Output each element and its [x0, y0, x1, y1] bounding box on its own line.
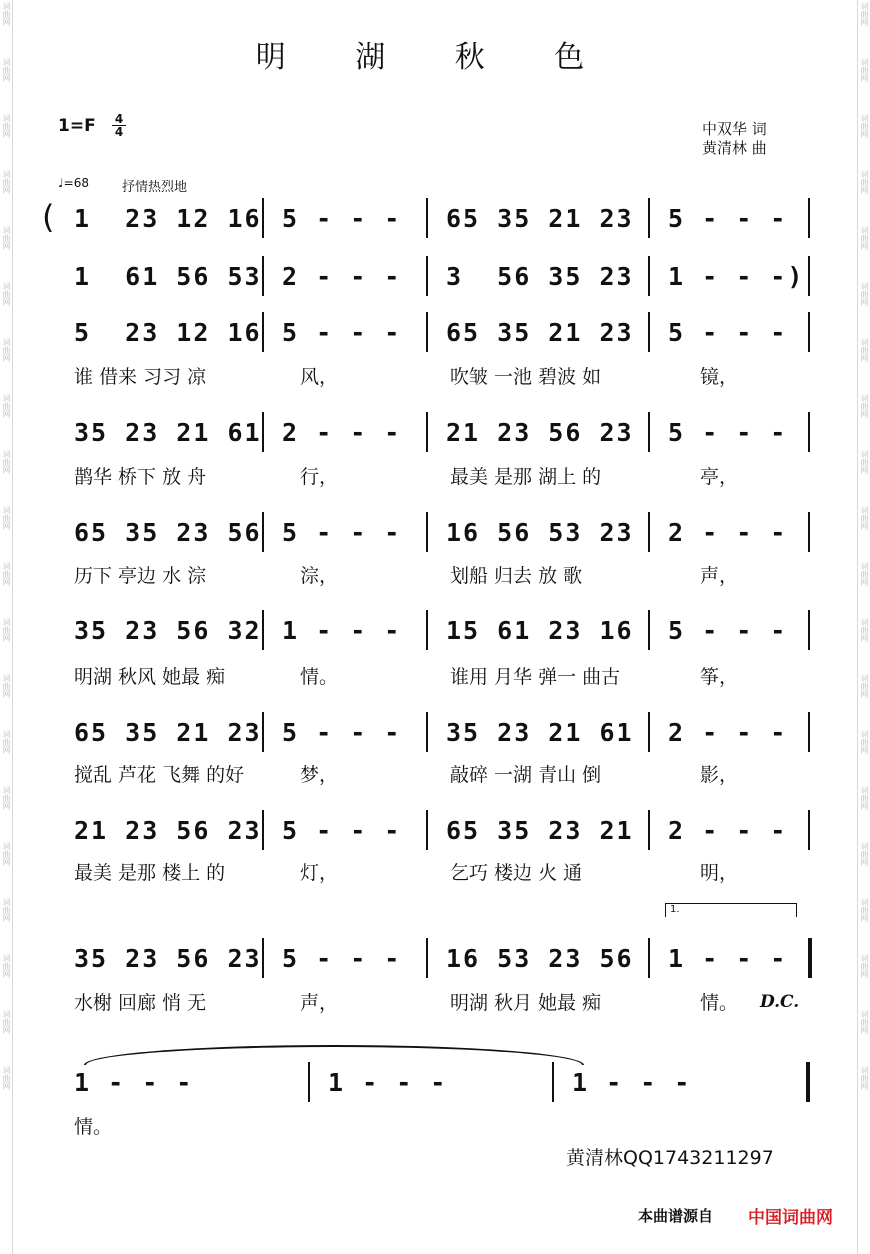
- lyric-line: [0, 561, 870, 587]
- watermark-text: 词曲网: [860, 338, 869, 362]
- score-row: [0, 938, 870, 978]
- lyric-phrase: 梦，: [300, 764, 339, 786]
- watermark-text: 词曲网: [860, 394, 869, 418]
- bar-line: [808, 312, 810, 352]
- watermark-text: 词曲网: [860, 898, 869, 922]
- watermark-text: 词曲网: [860, 562, 869, 586]
- score-row: [0, 512, 870, 552]
- watermark-text: 词曲网: [860, 2, 869, 26]
- lyric-phrase: 乞巧 楼边 火 通: [450, 862, 583, 884]
- bar-line: [426, 312, 428, 352]
- watermark-text: 词曲网: [2, 954, 11, 978]
- lyric-phrase: 筝，: [700, 666, 739, 688]
- bar-line: [426, 810, 428, 850]
- watermark-text: 词曲网: [860, 58, 869, 82]
- intro-open-paren: (: [42, 198, 55, 236]
- watermark-text: 词曲网: [2, 338, 11, 362]
- watermark-text: 词曲网: [860, 1066, 869, 1090]
- bar-line: [426, 712, 428, 752]
- lyric-line: [0, 858, 870, 884]
- lyric-line: [0, 462, 870, 488]
- source-label: 本曲谱源自: [638, 1207, 714, 1225]
- lyric-phrase: 情。: [74, 1116, 113, 1138]
- measure: 65 35 23 56: [74, 517, 262, 547]
- measure: 5 23 12 16: [74, 317, 262, 347]
- bar-line: [308, 1062, 310, 1102]
- lyric-phrase: 镜，: [700, 366, 739, 388]
- time-signature-bottom: 4: [114, 125, 124, 139]
- bar-line: [426, 256, 428, 296]
- bar-line: [262, 412, 264, 452]
- watermark-text: 词曲网: [860, 842, 869, 866]
- time-signature: [112, 113, 126, 138]
- measure: 65 35 21 23: [446, 317, 634, 347]
- bar-line: [262, 198, 264, 238]
- watermark-text: 词曲网: [860, 450, 869, 474]
- bar-line: [808, 712, 810, 752]
- measure: 5 - - -: [668, 615, 788, 645]
- lyric-line: [0, 988, 870, 1014]
- measure: 35 23 56 23: [74, 943, 262, 973]
- measure: 5 - - -: [668, 317, 788, 347]
- watermark-text: 词曲网: [860, 1010, 869, 1034]
- measure: 21 23 56 23: [74, 815, 262, 845]
- measure: 1 - - -): [668, 261, 805, 291]
- lyric-line: [0, 760, 870, 786]
- measure: 1 61 56 53: [74, 261, 262, 291]
- watermark-text: 词曲网: [2, 786, 11, 810]
- lyricist-credit: 中双华 词: [702, 120, 767, 138]
- bar-line: [806, 1062, 810, 1102]
- bar-line: [426, 610, 428, 650]
- watermark-text: 词曲网: [2, 450, 11, 474]
- expression-mark: 抒情热烈地: [122, 180, 188, 195]
- watermark-text: 词曲网: [860, 114, 869, 138]
- lyric-phrase: 吹皱 一池 碧波 如: [450, 366, 602, 388]
- measure: 3 56 35 23: [446, 261, 634, 291]
- lyric-phrase: 情。: [700, 992, 739, 1014]
- measure: 2 - - -: [282, 261, 402, 291]
- bar-line: [262, 256, 264, 296]
- score-row: [0, 412, 870, 452]
- watermark-text: 词曲网: [2, 114, 11, 138]
- measure: 5 - - -: [282, 317, 402, 347]
- watermark-text: 词曲网: [2, 170, 11, 194]
- composer-credit: 黄清林 曲: [702, 139, 767, 157]
- bar-line: [808, 412, 810, 452]
- measure: 5 - - -: [668, 203, 788, 233]
- lyric-phrase: 影，: [700, 764, 739, 786]
- lyric-phrase: 搅乱 芦花 飞舞 的好: [74, 764, 245, 786]
- source-site-link[interactable]: 中国词曲网: [748, 1208, 833, 1228]
- bar-line: [808, 810, 810, 850]
- bar-line: [262, 712, 264, 752]
- watermark-text: 词曲网: [2, 562, 11, 586]
- measure: 35 23 21 61: [74, 417, 262, 447]
- lyric-phrase: 明湖 秋月 她最 痴: [450, 992, 602, 1014]
- lyric-phrase: 情。: [300, 666, 339, 688]
- arranger-signature: 黄清林QQ1743211297: [566, 1147, 774, 1169]
- song-title: 明 湖 秋 色: [255, 40, 615, 75]
- lyric-phrase: 声，: [700, 565, 739, 587]
- lyric-line: [0, 662, 870, 688]
- watermark-text: 词曲网: [860, 226, 869, 250]
- lyric-phrase: 历下 亭边 水 淙: [74, 565, 207, 587]
- da-capo-mark: D.C.: [760, 992, 800, 1012]
- watermark-text: 词曲网: [860, 170, 869, 194]
- watermark-text: 词曲网: [2, 226, 11, 250]
- bar-line: [262, 512, 264, 552]
- watermark-text: 词曲网: [2, 2, 11, 26]
- first-ending-bracket: 1.: [665, 903, 797, 917]
- lyric-line: [0, 362, 870, 388]
- watermark-text: 词曲网: [860, 506, 869, 530]
- watermark-text: 词曲网: [2, 674, 11, 698]
- bar-line: [426, 198, 428, 238]
- watermark-text: 词曲网: [860, 954, 869, 978]
- lyric-phrase: 谁 借来 习习 凉: [74, 366, 207, 388]
- measure: 65 35 21 23: [74, 717, 262, 747]
- bar-line: [262, 938, 264, 978]
- measure: 1 - - -: [668, 943, 788, 973]
- bar-line: [648, 312, 650, 352]
- measure: 2 - - -: [282, 417, 402, 447]
- watermark-text: 词曲网: [2, 282, 11, 306]
- lyric-phrase: 最美 是那 湖上 的: [450, 466, 602, 488]
- bar-line: [808, 610, 810, 650]
- watermark-text: 词曲网: [860, 282, 869, 306]
- measure: 2 - - -: [668, 517, 788, 547]
- lyric-phrase: 行，: [300, 466, 339, 488]
- watermark-text: 词曲网: [2, 618, 11, 642]
- measure: 16 53 23 56: [446, 943, 634, 973]
- watermark-text: 词曲网: [2, 58, 11, 82]
- measure: 15 61 23 16: [446, 615, 634, 645]
- lyric-phrase: 划船 归去 放 歌: [450, 565, 583, 587]
- score-row: [0, 312, 870, 352]
- watermark-text: 词曲网: [860, 786, 869, 810]
- watermark-text: 词曲网: [860, 618, 869, 642]
- measure: 21 23 56 23: [446, 417, 634, 447]
- lyric-phrase: 水榭 回廊 悄 无: [74, 992, 207, 1014]
- score-row: [0, 198, 870, 238]
- watermark-text: 词曲网: [2, 1010, 11, 1034]
- measure: 65 35 23 21: [446, 815, 634, 845]
- measure: 1 - - -: [74, 1067, 194, 1097]
- tempo-mark: ♩=68: [58, 176, 89, 190]
- score-row: [0, 256, 870, 296]
- bar-line: [426, 512, 428, 552]
- measure: 16 56 53 23: [446, 517, 634, 547]
- measure: 1 - - -: [282, 615, 402, 645]
- watermark-text: 词曲网: [2, 842, 11, 866]
- measure: 1 - - -: [328, 1067, 448, 1097]
- measure: 65 35 21 23: [446, 203, 634, 233]
- lyric-phrase: 谁用 月华 弹一 曲古: [450, 666, 621, 688]
- watermark-text: 词曲网: [2, 898, 11, 922]
- lyric-phrase: 风，: [300, 366, 339, 388]
- watermark-text: 词曲网: [2, 506, 11, 530]
- measure: 1 - - -: [572, 1067, 692, 1097]
- lyric-phrase: 鹊华 桥下 放 舟: [74, 466, 207, 488]
- measure: 2 - - -: [668, 717, 788, 747]
- lyric-phrase: 灯，: [300, 862, 339, 884]
- bar-line: [808, 512, 810, 552]
- score-row: [0, 712, 870, 752]
- measure: 35 23 56 32: [74, 615, 262, 645]
- lyric-phrase: 明，: [700, 862, 739, 884]
- bar-line: [426, 412, 428, 452]
- bar-line: [426, 938, 428, 978]
- lyric-phrase: 敲碎 一湖 青山 倒: [450, 764, 602, 786]
- watermark-text: 词曲网: [860, 674, 869, 698]
- bar-line: [808, 256, 810, 296]
- measure: 5 - - -: [282, 943, 402, 973]
- score-row: [0, 810, 870, 850]
- score-row: [0, 610, 870, 650]
- lyric-phrase: 亭，: [700, 466, 739, 488]
- bar-line: [648, 938, 650, 978]
- lyric-phrase: 最美 是那 楼上 的: [74, 862, 226, 884]
- bar-line: [808, 938, 812, 978]
- measure: 1 23 12 16: [74, 203, 262, 233]
- watermark-text: 词曲网: [2, 394, 11, 418]
- bar-line: [648, 610, 650, 650]
- bar-line: [648, 712, 650, 752]
- bar-line: [262, 312, 264, 352]
- lyric-phrase: 淙，: [300, 565, 339, 587]
- bar-line: [648, 810, 650, 850]
- lyric-phrase: 声，: [300, 992, 339, 1014]
- bar-line: [262, 610, 264, 650]
- bar-line: [648, 198, 650, 238]
- time-signature-top: 4: [112, 113, 126, 126]
- lyric-phrase: 明湖 秋风 她最 痴: [74, 666, 226, 688]
- bar-line: [648, 512, 650, 552]
- score-row: [0, 1062, 870, 1102]
- bar-line: [808, 198, 810, 238]
- key-signature: 1=F: [58, 116, 96, 136]
- bar-line: [648, 412, 650, 452]
- watermark-text: 词曲网: [860, 730, 869, 754]
- lyric-line: [0, 1112, 870, 1138]
- measure: 5 - - -: [282, 517, 402, 547]
- measure: 2 - - -: [668, 815, 788, 845]
- measure: 5 - - -: [282, 815, 402, 845]
- bar-line: [552, 1062, 554, 1102]
- final-tie: [84, 1045, 584, 1065]
- watermark-text: 词曲网: [2, 1066, 11, 1090]
- bar-line: [262, 810, 264, 850]
- measure: 5 - - -: [282, 717, 402, 747]
- bar-line: [648, 256, 650, 296]
- measure: 5 - - -: [668, 417, 788, 447]
- watermark-text: 词曲网: [2, 730, 11, 754]
- measure: 5 - - -: [282, 203, 402, 233]
- measure: 35 23 21 61: [446, 717, 634, 747]
